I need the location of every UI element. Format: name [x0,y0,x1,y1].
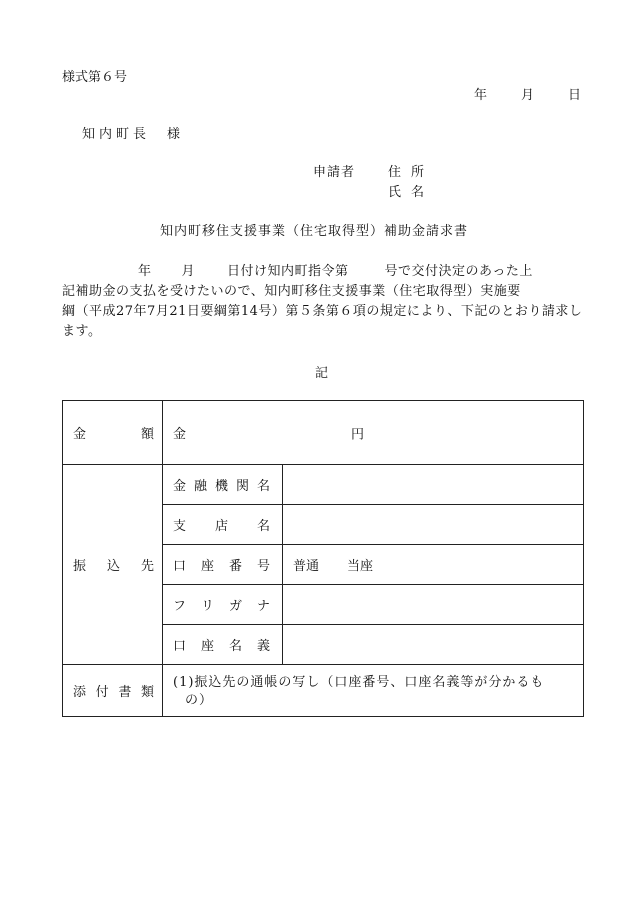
branch-name-field[interactable] [283,505,584,545]
attachments-label: 添 付 書 類 [63,665,163,717]
transfer-row-bank [63,465,584,505]
account-number-label: 口 座 番 号 [163,545,283,585]
request-body [62,262,584,342]
account-number-field[interactable] [283,545,584,585]
body-line-3: 綱（平成27年7月21日要綱第14号）第５条第６項の規定により、下記のとおり請求し [62,304,583,319]
date-month: 月 [521,88,535,103]
document-title: 知内町移住支援事業（住宅取得型）補助金請求書 [160,224,469,239]
attachment-item-line1: (1)振込先の通帳の写し（口座番号、口座名義等が分かるも [173,674,545,690]
amount-label: 金 額 [63,401,163,465]
applicant-label: 申請者 [313,165,356,180]
amount-field[interactable] [163,401,584,465]
request-form-table [62,400,584,717]
bank-name-field[interactable] [283,465,584,505]
body-line-1 [62,262,584,282]
furigana-field[interactable] [283,585,584,625]
account-holder-label: 口 座 名 義 [163,625,283,665]
address-label: 住所 [388,165,435,180]
recipient: 知内町長 様 [82,127,185,142]
amount-row [63,401,584,465]
amount-suffix: 円 [351,427,365,442]
account-type-current[interactable]: 当座 [347,559,374,574]
account-holder-field[interactable] [283,625,584,665]
ki-heading: 記 [315,366,329,381]
body-year: 年 [138,264,152,279]
form-number: 様式第６号 [62,70,128,85]
body-line-2: 記補助金の支払を受けたいので、知内町移住支援事業（住宅取得型）実施要 [62,284,521,299]
account-type-normal[interactable]: 普通 [293,559,320,574]
name-label: 氏名 [388,185,435,200]
transfer-label: 振 込 先 [63,465,163,665]
body-line-4: ます。 [62,324,102,339]
date-day: 日 [568,88,582,103]
branch-name-label: 支 店 名 [163,505,283,545]
date-year: 年 [474,88,488,103]
date-line [474,84,581,103]
amount-prefix: 金 [173,427,187,442]
body-line1-end: 号で交付決定のあった上 [384,264,533,279]
body-month: 月 [181,264,196,279]
body-line1-mid: 日付け知内町指令第 [227,264,349,279]
attachments-field [163,665,584,717]
bank-name-label: 金 融 機 関 名 [163,465,283,505]
furigana-label: フ リ ガ ナ [163,585,283,625]
attachment-item-line2: の） [185,692,214,708]
attachments-row [63,665,584,717]
